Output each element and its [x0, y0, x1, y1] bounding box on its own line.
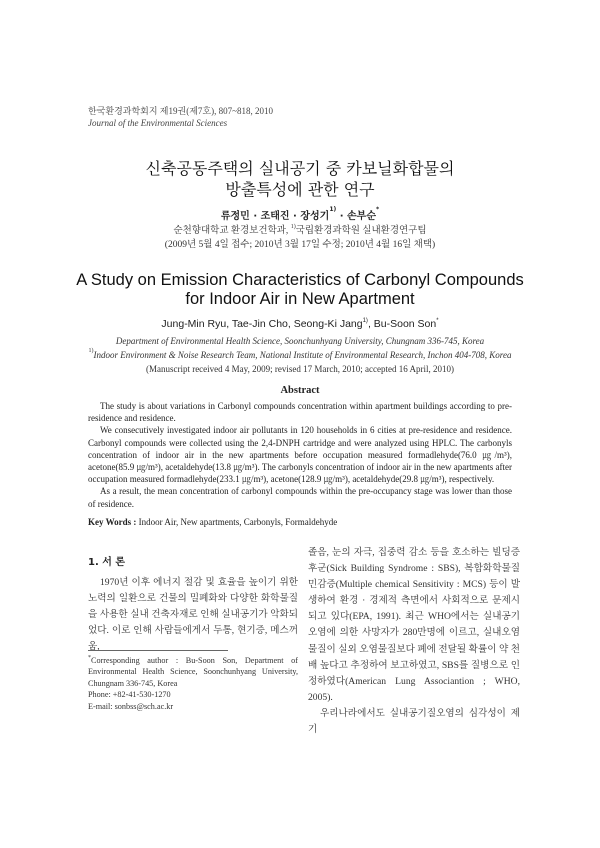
- body-paragraph: 우리나라에서도 실내공기질오염의 심각성이 제기: [308, 707, 520, 736]
- email: E-mail: sonbss@sch.ac.kr: [88, 701, 174, 711]
- affil-mark: 1): [290, 224, 296, 230]
- running-header: [88, 105, 273, 129]
- korean-affiliation: [0, 224, 600, 252]
- english-affiliation: [0, 334, 600, 376]
- affil-mark: 1): [88, 348, 94, 354]
- abstract-paragraph: The study is about variations in Carbonyl compounds concentration within apartment buildings according to pre-residence and residence.: [88, 401, 512, 424]
- korean-authors: [0, 207, 600, 222]
- affil2: 국립환경과학원 실내환경연구팀: [295, 226, 427, 236]
- korean-dates: (2009년 5월 4일 접수; 2010년 3월 17일 수정; 2010년 4월 16일 채택): [164, 240, 436, 250]
- corresponding-mark: *: [436, 318, 439, 324]
- korean-title-line2: 방출특성에 관한 연구: [225, 180, 375, 199]
- abstract-paragraph: As a result, the mean concentration of carbonyl compounds within the pre-occupancy stage was lower than those of residence.: [88, 486, 512, 509]
- corresponding-mark: *: [376, 206, 380, 213]
- abstract-heading: Abstract: [280, 385, 320, 396]
- affil-mark: 1): [362, 318, 368, 324]
- left-column-text: [88, 575, 298, 655]
- english-title-line2: for Indoor Air in New Apartment: [185, 290, 415, 308]
- affil2: Indoor Environment & Noise Research Team, National Institute of Environmental Research, Inchon 404-708, Korea: [93, 350, 512, 360]
- authors-text: 류정민 · 조태진 · 장성기: [220, 211, 330, 222]
- abstract-paragraph: We consecutively investigated indoor air pollutants in 120 households in 6 cities at pre-residence and residence. Carbonyl compounds were collected using the 2,4-DNPH cartridge and were analyzed using HPLC. The carbonyls concentration of indoor air in the new apartments before occupation measured formadlehyde(76.0 ㎍/m³), acetone(85.9 ㎍/m³), acetaldehyde(13.8 ㎍/m³). The carbonyls concentration of indoor air in the new apartments after occupation measured formadlehyde(233.1 ㎍/m³), acetone(128.9 ㎍/m³), acetaldehyde(29.8 ㎍/m³), respectively.: [88, 425, 512, 485]
- authors-last: · 손부순: [336, 211, 376, 222]
- keywords: [88, 517, 337, 527]
- footnote-divider: [88, 650, 228, 651]
- korean-title-line1: 신축공동주택의 실내공기 중 카보닐화합물의: [145, 159, 455, 178]
- citation: 한국환경과학회지 제19권(제7호), 807~818, 2010: [88, 106, 273, 116]
- english-authors: [0, 318, 600, 330]
- affil1: Department of Environmental Health Science, Soonchunhyang University, Chungnam 336-745, Korea: [115, 336, 485, 346]
- footnote: [88, 655, 298, 712]
- abstract-body: [88, 400, 512, 510]
- section-heading: 1. 서 론: [88, 557, 126, 568]
- corresponding-mark: *: [88, 655, 91, 661]
- korean-title: [0, 158, 600, 200]
- corresponding-author: Corresponding author : Bu-Soon Son, Department of Environmental Health Science, Soonchunhyang University, Chungnam 336-745, Korea: [88, 656, 298, 688]
- english-title: [0, 271, 600, 309]
- affil-mark: 1): [329, 206, 337, 213]
- keywords-label: Key Words :: [88, 517, 137, 527]
- affil1: 순천향대학교 환경보건학과,: [173, 226, 291, 236]
- english-title-line1: A Study on Emission Characteristics of Carbonyl Compounds: [76, 271, 524, 289]
- right-column-text: [308, 545, 520, 738]
- body-paragraph: 졸음, 눈의 자극, 집중력 감소 등을 호소하는 빌딩증후군(Sick Building Syndrome : SBS), 복합화학물질민감증(Multiple chemical Sensitivity : MCS) 등이 발생하여 환경 · 경제적 측면에서 사회적으로 문제시 되고 있다(EPA, 1991). 최근 WHO에서는 실내공기오염에 의한 사망자가 280만명에 이르고, 실내오염물질이 실외 오염물질보다 폐에 전달될 확률이 약 천배 높다고 추정하여 보고하였고, SBS를 질병으로 인정하였다(American Lung Associantion ; WHO, 2005).: [308, 547, 520, 703]
- authors-text: Jung-Min Ryu, Tae-Jin Cho, Seong-Ki Jang: [161, 318, 363, 330]
- keywords-list: Indoor Air, New apartments, Carbonyls, Formaldehyde: [136, 517, 338, 527]
- journal-name: Journal of the Environmental Sciences: [88, 118, 228, 128]
- body-paragraph: 1970년 이후 에너지 절감 및 효율을 높이기 위한 노력의 일환으로 건물의 밀폐화와 다양한 화학물질을 사용한 실내 건축자재로 인해 실내공기가 악화되었다. 이로 인해 사람들에게서 두통, 현기증, 메스꺼움,: [88, 577, 298, 653]
- phone: Phone: +82-41-530-1270: [88, 690, 171, 700]
- authors-last: , Bu-Soon Son: [367, 318, 437, 330]
- english-dates: (Manuscript received 4 May, 2009; revised 17 March, 2010; accepted 16 April, 2010): [145, 364, 455, 374]
